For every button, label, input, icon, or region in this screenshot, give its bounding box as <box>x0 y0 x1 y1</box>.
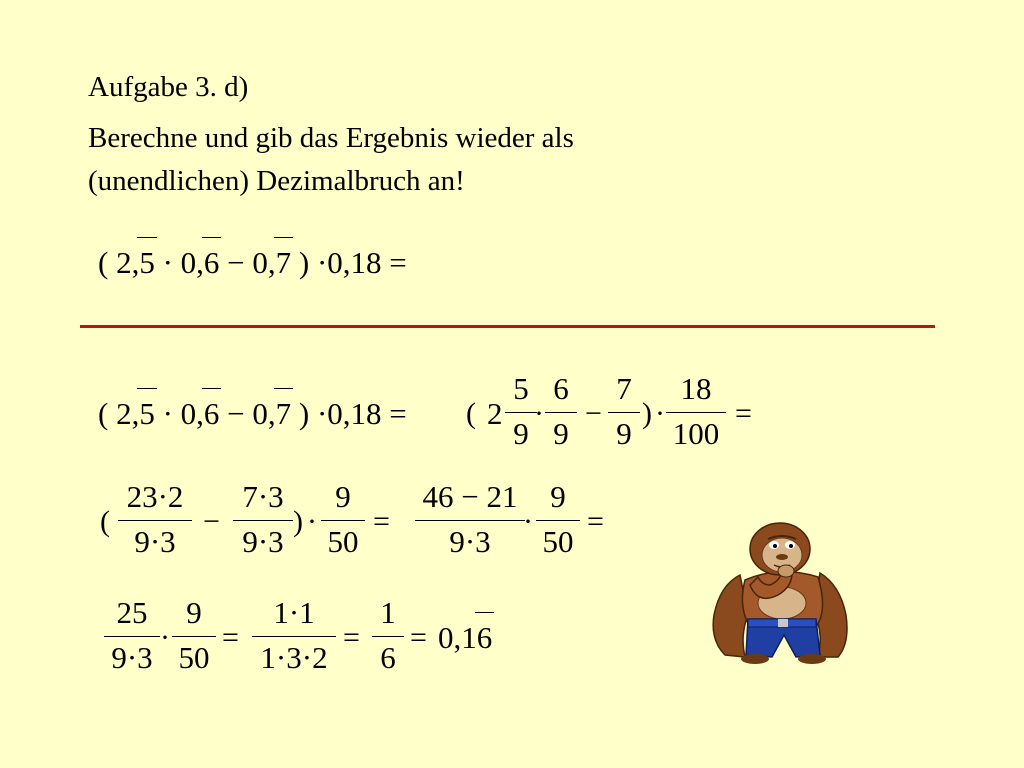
number-a-repeating: 5 <box>139 245 155 280</box>
times-operator: · <box>316 396 328 431</box>
fraction-denominator: 9·3 <box>111 640 153 675</box>
fraction-numerator: 25 <box>116 595 148 630</box>
minus-operator: − <box>203 505 220 538</box>
equals-sign: = <box>587 505 604 538</box>
number-c-int: 0, <box>252 396 276 431</box>
fraction-1-6 <box>372 596 404 675</box>
paren-open: ( <box>466 397 476 430</box>
fraction-numerator: 9 <box>335 479 351 514</box>
fraction-bar <box>104 636 160 637</box>
fraction-bar <box>372 636 404 637</box>
number-c-repeating: 7 <box>275 245 292 280</box>
paren-close: ) <box>298 245 310 280</box>
times-operator: · <box>655 397 665 430</box>
result-int: 0,1 <box>438 620 477 655</box>
times-operator: · <box>534 397 544 430</box>
fraction-7-9 <box>608 372 640 451</box>
paren-open: ( <box>100 505 110 538</box>
fraction-denominator: 9·3 <box>449 524 491 559</box>
fraction-denominator: 50 <box>178 640 210 675</box>
fraction-numerator: 7 <box>616 371 632 406</box>
fraction-23x2-9x3 <box>118 480 192 559</box>
fraction-bar <box>172 636 216 637</box>
fraction-denominator: 9 <box>553 416 569 451</box>
equals-sign: = <box>373 505 390 538</box>
mixed-number-whole: 2 <box>487 396 503 431</box>
fraction-denominator: 100 <box>672 416 720 451</box>
task-title: Aufgabe 3. d) <box>88 71 249 103</box>
fraction-numerator: 1 <box>380 595 396 630</box>
fraction-numerator: 5 <box>513 371 529 406</box>
fraction-denominator: 50 <box>542 524 574 559</box>
paren-close: ) <box>293 505 303 538</box>
solution-expression <box>98 396 407 432</box>
fraction-bar <box>415 520 525 521</box>
number-a-int: 2, <box>116 245 140 280</box>
fraction-denominator: 9 <box>513 416 529 451</box>
fraction-bar <box>233 520 293 521</box>
thinking-gorilla-icon <box>700 515 860 665</box>
fraction-9-50 <box>321 480 365 559</box>
fraction-bar <box>252 636 336 637</box>
number-a-repeating: 5 <box>139 396 155 431</box>
fraction-numerator: 18 <box>680 371 712 406</box>
paren-open: ( <box>98 245 109 280</box>
result-repeating: 6 <box>476 620 493 655</box>
fraction-25-9x3 <box>104 596 160 675</box>
instruction-line-2: (unendlichen) Dezimalbruch an! <box>88 165 465 197</box>
fraction-denominator: 9·3 <box>134 524 176 559</box>
fraction-numerator: 6 <box>553 371 569 406</box>
equals-sign: = <box>222 621 239 654</box>
fraction-denominator: 6 <box>380 640 396 675</box>
number-b-int: 0, <box>180 245 204 280</box>
fraction-bar <box>666 412 726 413</box>
fraction-bar <box>118 520 192 521</box>
fraction-numerator: 1·1 <box>273 595 315 630</box>
paren-open: ( <box>98 396 109 431</box>
times-operator: · <box>316 245 328 280</box>
fraction-numerator: 9 <box>550 479 566 514</box>
minus-operator: − <box>585 397 602 430</box>
fraction-denominator: 9·3 <box>242 524 284 559</box>
minus-operator: − <box>227 396 245 431</box>
number-a-int: 2, <box>116 396 140 431</box>
equals-sign: = <box>389 245 407 280</box>
fraction-5-9 <box>505 372 537 451</box>
minus-operator: − <box>227 245 245 280</box>
fraction-bar <box>545 412 577 413</box>
times-operator: · <box>162 245 173 280</box>
fraction-7x3-9x3 <box>233 480 293 559</box>
number-c-repeating: 7 <box>275 396 292 431</box>
result-decimal <box>438 620 492 656</box>
number-b-repeating: 6 <box>203 396 220 431</box>
fraction-bar <box>505 412 537 413</box>
fraction-9-50 <box>172 596 216 675</box>
fraction-numerator: 9 <box>186 595 202 630</box>
instruction-line-1: Berechne und gib das Ergebnis wieder als <box>88 122 574 154</box>
factor: 0,18 <box>327 396 382 431</box>
divider-line <box>80 325 935 328</box>
fraction-bar <box>321 520 365 521</box>
fraction-bar <box>608 412 640 413</box>
fraction-numerator: 46 − 21 <box>422 479 518 514</box>
equals-sign: = <box>735 397 752 430</box>
fraction-46minus21-9x3 <box>415 480 525 559</box>
equals-sign: = <box>343 621 360 654</box>
fraction-denominator: 50 <box>327 524 359 559</box>
paren-close: ) <box>298 396 310 431</box>
equals-sign: = <box>410 621 427 654</box>
fraction-denominator: 9 <box>616 416 632 451</box>
fraction-9-50 <box>536 480 580 559</box>
number-c-int: 0, <box>252 245 276 280</box>
factor: 0,18 <box>327 245 382 280</box>
times-operator: · <box>523 505 533 538</box>
number-b-int: 0, <box>180 396 204 431</box>
fraction-1x1-1x3x2 <box>252 596 336 675</box>
equals-sign: = <box>389 396 407 431</box>
fraction-bar <box>536 520 580 521</box>
task-expression <box>98 245 407 281</box>
paren-close: ) <box>642 397 652 430</box>
times-operator: · <box>307 505 317 538</box>
number-b-repeating: 6 <box>203 245 220 280</box>
fraction-numerator: 23·2 <box>126 479 184 514</box>
fraction-numerator: 7·3 <box>242 479 284 514</box>
fraction-denominator: 1·3·2 <box>260 640 328 675</box>
fraction-18-100 <box>666 372 726 451</box>
fraction-6-9 <box>545 372 577 451</box>
times-operator: · <box>160 621 170 654</box>
times-operator: · <box>162 396 173 431</box>
